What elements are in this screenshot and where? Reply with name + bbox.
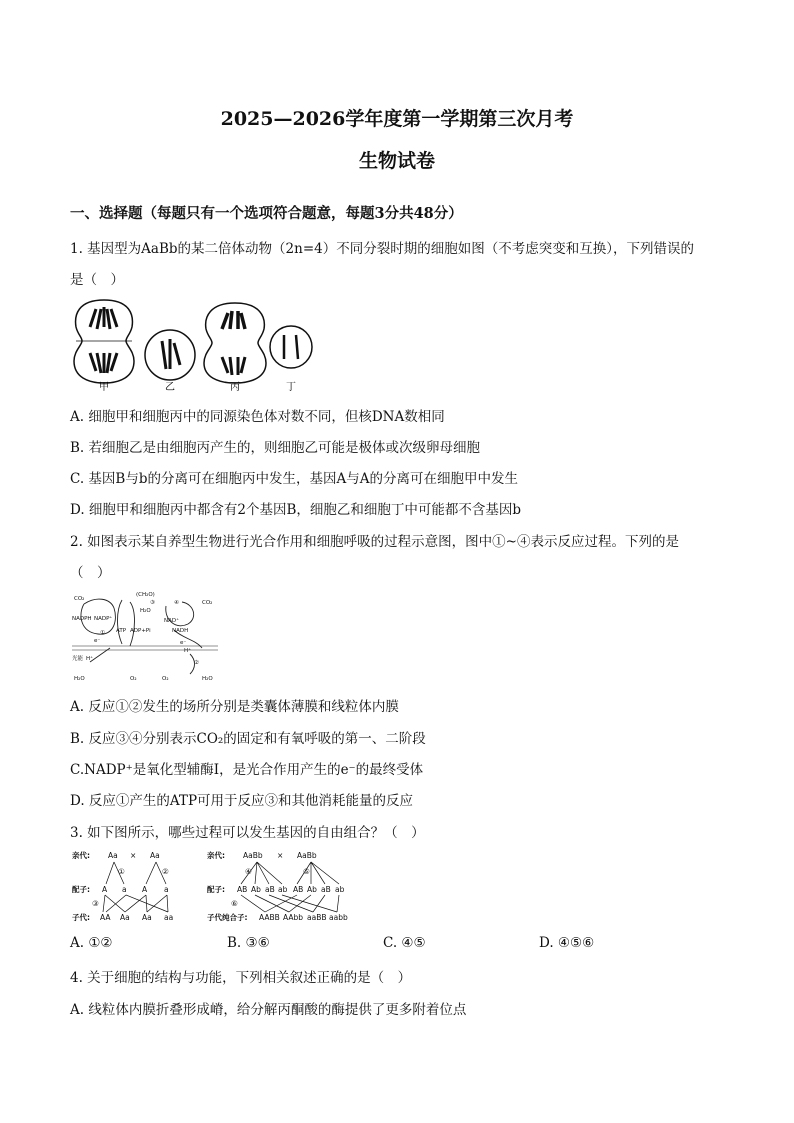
r-step-6: ⑥ xyxy=(231,899,238,908)
q3-option-b: B. ③⑥ xyxy=(227,935,270,951)
l-parent-2: Aa xyxy=(150,851,160,860)
r-parent-label: 亲代: xyxy=(207,851,225,860)
q1-option-b: B. 若细胞乙是由细胞丙产生的，则细胞乙可能是极体或次级卵母细胞 xyxy=(70,440,481,456)
r-parent-x: × xyxy=(277,851,284,860)
l-parent-label: 亲代: xyxy=(72,851,90,860)
q1-stem-line1: 1. 基因型为AaBb的某二倍体动物（2n=4）不同分裂时期的细胞如图（不考虑突变和互换），下列错误的 xyxy=(70,241,694,257)
r-step-4: ④ xyxy=(245,867,252,876)
r-parent-1: AaBb xyxy=(243,851,263,860)
lbl-ch2o: (CH₂O) xyxy=(136,592,155,598)
q4-stem: 4. 关于细胞的结构与功能，下列相关叙述正确的是（ ） xyxy=(70,970,412,986)
r-gamete-5: AB xyxy=(293,885,304,894)
l-step-1: ① xyxy=(118,867,125,876)
lbl-circ2: ② xyxy=(194,660,199,666)
cell-ding xyxy=(270,326,312,368)
lbl-nad: NAD⁺ xyxy=(164,618,180,624)
lbl-nadh: NADH xyxy=(172,628,189,634)
l-off-4: aa xyxy=(164,913,174,922)
q4-option-a: A. 线粒体内膜折叠形成嵴，给分解丙酮酸的酶提供了更多附着位点 xyxy=(70,1002,467,1018)
q2-stem-line2: （ ） xyxy=(70,565,111,581)
q1-option-c: C. 基因B与b的分离可在细胞丙中发生，基因A与A的分离可在细胞甲中发生 xyxy=(70,471,518,487)
l-off-3: Aa xyxy=(142,913,152,922)
lbl-h-right: H⁺ xyxy=(184,648,192,654)
q3-option-c: C. ④⑤ xyxy=(383,935,426,951)
q2-process-figure xyxy=(70,590,222,682)
r-step-5: ⑤ xyxy=(303,867,310,876)
q3-stem: 3. 如下图所示，哪些过程可以发生基因的自由组合？（ ） xyxy=(70,825,425,841)
q2-option-a: A. 反应①②发生的场所分别是类囊体薄膜和线粒体内膜 xyxy=(70,699,399,715)
exam-title: 2025—2026学年度第一学期第三次月考 xyxy=(220,108,574,130)
lbl-nadph: NADPH xyxy=(72,616,92,622)
l-gamete-4: a xyxy=(164,885,169,894)
q2-stem-line1: 2. 如图表示某自养型生物进行光合作用和细胞呼吸的过程示意图，图中①~④表示反应过程。下列的是 xyxy=(70,534,679,550)
lbl-co2-right: CO₂ xyxy=(202,600,213,606)
lbl-h2o-bl: H₂O xyxy=(74,676,85,682)
l-step-3: ③ xyxy=(92,899,99,908)
q1-option-d: D. 细胞甲和细胞丙中都含有2个基因B，细胞乙和细胞丁中可能都不含基因b xyxy=(70,502,522,518)
lbl-h2o-top: H₂O xyxy=(140,608,151,614)
q2-option-d: D. 反应①产生的ATP可用于反应③和其他消耗能量的反应 xyxy=(70,793,414,809)
cell-jia xyxy=(74,300,134,383)
q1-stem-line2: 是（ ） xyxy=(70,272,124,288)
r-gamete-4: ab xyxy=(278,885,288,894)
exam-subtitle: 生物试卷 xyxy=(358,150,435,172)
lbl-e-right: e⁻ xyxy=(180,640,187,646)
r-gamete-2: Ab xyxy=(251,885,261,894)
lbl-co2-left: CO₂ xyxy=(74,596,85,602)
q3-option-a: A. ①② xyxy=(70,935,113,951)
lbl-adp: ADP+Pi xyxy=(130,628,151,634)
lbl-circ1: ① xyxy=(100,630,105,636)
lbl-o2-1: O₂ xyxy=(130,676,137,682)
l-parent-1: Aa xyxy=(108,851,118,860)
lbl-h-left: H⁺ xyxy=(86,656,94,662)
r-offspring-label: 子代纯合子: xyxy=(207,913,248,922)
label-jia: 甲 xyxy=(99,382,109,392)
q1-option-a: A. 细胞甲和细胞丙中的同源染色体对数不同，但核DNA数相同 xyxy=(70,409,445,425)
l-gamete-label: 配子: xyxy=(72,885,90,894)
r-gamete-7: aB xyxy=(321,885,331,894)
label-ding: 丁 xyxy=(286,382,296,392)
lbl-nadp: NADP⁺ xyxy=(94,616,113,622)
r-gamete-1: AB xyxy=(237,885,248,894)
lbl-e-left: e⁻ xyxy=(94,638,101,644)
r-gamete-6: Ab xyxy=(307,885,317,894)
q3-option-d: D. ④⑤⑥ xyxy=(539,935,595,951)
section-heading: 一、选择题（每题只有一个选项符合题意，每题3分共48分） xyxy=(70,205,463,222)
l-gamete-3: A xyxy=(142,885,148,894)
q3-figure-right xyxy=(205,848,355,924)
l-offspring-label: 子代: xyxy=(72,913,90,922)
cell-bing xyxy=(204,303,266,383)
l-off-2: Aa xyxy=(120,913,130,922)
l-step-2: ② xyxy=(162,867,169,876)
q2-option-c: C.NADP⁺是氧化型辅酶Ⅰ，是光合作用产生的e⁻的最终受体 xyxy=(70,762,424,778)
q3-figure-left xyxy=(70,848,180,924)
lbl-guangneng: 光能 xyxy=(72,656,84,662)
r-parent-2: AaBb xyxy=(297,851,317,860)
l-parent-x: × xyxy=(130,851,137,860)
r-off-3: aaBB xyxy=(307,913,327,922)
l-gamete-1: A xyxy=(102,885,108,894)
l-off-1: AA xyxy=(100,913,111,922)
lbl-circ3: ③ xyxy=(150,600,155,606)
lbl-h2o-br: H₂O xyxy=(202,676,213,682)
lbl-atp: ATP xyxy=(116,628,127,634)
q2-option-b: B. 反应③④分别表示CO₂的固定和有氧呼吸的第一、二阶段 xyxy=(70,731,426,747)
r-gamete-8: ab xyxy=(335,885,345,894)
label-yi: 乙 xyxy=(165,382,175,392)
r-off-2: AAbb xyxy=(283,913,303,922)
q1-cell-figure xyxy=(70,297,320,392)
l-gamete-2: a xyxy=(122,885,127,894)
lbl-o2-2: O₂ xyxy=(162,676,169,682)
r-gamete-3: aB xyxy=(265,885,275,894)
lbl-circ4: ④ xyxy=(174,600,179,606)
r-off-4: aabb xyxy=(329,913,348,922)
cell-yi xyxy=(145,330,195,380)
r-off-1: AABB xyxy=(259,913,280,922)
r-gamete-label: 配子: xyxy=(207,885,225,894)
label-bing: 丙 xyxy=(230,382,240,392)
